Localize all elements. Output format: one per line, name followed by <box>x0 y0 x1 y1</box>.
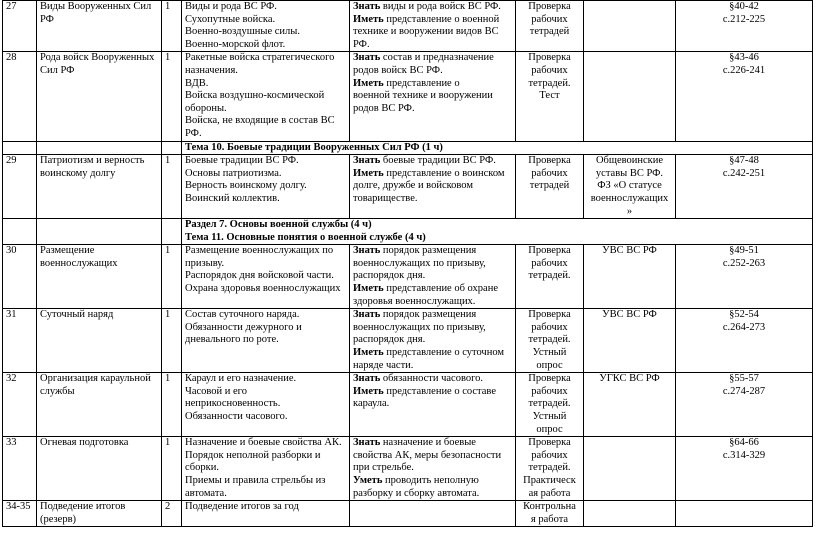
control-form-line: тетрадей. <box>528 77 571 89</box>
requirement-text: представление о суточном <box>383 347 505 359</box>
requirement-text: разборку и сборку автомата. <box>353 487 480 499</box>
textbook-pages-line: с.252-263 <box>722 257 766 269</box>
hours-cell <box>162 245 182 309</box>
textbook-pages-line: §49-51 <box>729 245 759 257</box>
requirement-keyword: Знать <box>353 1 381 12</box>
section-heading: Раздел 7. Основы военной службы (4 ч) <box>185 219 372 231</box>
control-form-line: Практическ <box>523 474 576 486</box>
control-form <box>516 501 584 527</box>
lesson-content-line: автомата. <box>185 487 227 499</box>
normative-docs <box>584 309 676 373</box>
control-form-line: тетрадей. <box>528 398 571 410</box>
control-form <box>516 155 584 219</box>
textbook-pages-line: §43-46 <box>729 52 759 64</box>
lesson-number-cell <box>3 309 37 373</box>
lesson-content-line: Ракетные войска стратегического <box>185 52 335 64</box>
normative-docs <box>584 373 676 437</box>
textbook-pages-line: с.212-225 <box>722 13 766 25</box>
textbook-pages-line: §47-48 <box>729 155 759 167</box>
lesson-content <box>182 245 350 309</box>
lesson-content <box>182 373 350 437</box>
requirement-line <box>353 437 512 450</box>
lesson-plan-table <box>2 0 813 527</box>
lesson-content-line: сборки. <box>185 462 219 474</box>
lesson-number: 28 <box>6 52 17 64</box>
control-form-line: Устный <box>532 411 567 422</box>
lesson-content-line: неприкосновенность. <box>185 398 281 410</box>
lesson-content-line: Сухопутные войска. <box>185 13 276 25</box>
requirement-line <box>353 26 512 39</box>
requirement-text: боевые традиции ВС РФ. <box>380 155 496 167</box>
textbook-pages-line: с.226-241 <box>722 64 766 76</box>
section-blank-cell <box>3 141 37 155</box>
textbook-pages-line: §40-42 <box>729 1 759 12</box>
hours-cell <box>162 437 182 501</box>
lesson-content-line: Войска воздушно-космической <box>185 90 325 102</box>
section-blank-cell <box>37 219 162 245</box>
control-form-line: Проверка <box>528 1 571 12</box>
hours-value: 1 <box>165 245 171 257</box>
requirement-line <box>353 180 512 193</box>
textbook-pages <box>676 1 813 52</box>
textbook-pages <box>676 245 813 309</box>
control-form-line: рабочих <box>531 385 568 397</box>
normative-docs-line: УВС ВС РФ <box>602 309 657 321</box>
hours-cell <box>162 1 182 52</box>
requirement-keyword: Знать <box>353 155 381 167</box>
lesson-number-cell <box>3 52 37 141</box>
lesson-content <box>182 52 350 141</box>
lesson-content-line: Караул и его назначение. <box>185 373 297 385</box>
control-form-line: опрос <box>536 423 563 435</box>
normative-docs-line: Общевоинские <box>595 155 664 167</box>
requirement-line <box>353 283 512 296</box>
requirement-text: долге, дружбе и войсковом <box>353 180 474 192</box>
normative-docs <box>584 1 676 52</box>
textbook-pages <box>676 437 813 501</box>
normative-docs <box>584 52 676 141</box>
requirement-line <box>353 103 512 116</box>
requirement-text: представление о воинском <box>383 167 505 179</box>
requirement-line <box>353 347 512 360</box>
lesson-content-line: Охрана здоровья военнослужащих <box>185 283 341 295</box>
requirement-line <box>353 65 512 78</box>
hours-value: 2 <box>165 501 171 513</box>
section-blank-cell <box>3 219 37 245</box>
section-heading: Тема 11. Основные понятия о военной службе (4 ч) <box>185 231 426 243</box>
requirement-line <box>353 334 512 347</box>
lesson-content <box>182 309 350 373</box>
requirement-line <box>353 14 512 27</box>
textbook-pages-line: с.274-287 <box>722 385 766 397</box>
requirement-keyword: Иметь <box>353 347 384 359</box>
requirement-line <box>353 360 512 373</box>
normative-docs-line: УВС ВС РФ <box>602 245 657 257</box>
requirement-text: здоровья военнослужащих. <box>353 295 476 307</box>
control-form-line: опрос <box>536 359 563 371</box>
requirement-line <box>353 296 512 309</box>
hours-value: 1 <box>165 52 171 64</box>
lesson-content-line: дневального по роте. <box>185 334 279 346</box>
section-heading: Тема 10. Боевые традиции Вооруженных Сил РФ (1 ч) <box>185 141 443 153</box>
requirement-line <box>353 193 512 206</box>
lesson-number: 32 <box>6 373 17 385</box>
requirement-text: распорядок дня. <box>353 334 426 346</box>
lesson-number: 27 <box>6 1 17 12</box>
requirement-line <box>353 78 512 91</box>
requirement-line <box>353 475 512 488</box>
lesson-content <box>182 501 350 527</box>
lesson-content-line: призыву. <box>185 257 225 269</box>
textbook-pages-line: с.314-329 <box>722 449 766 461</box>
requirement-text: обязанности часового. <box>380 373 484 385</box>
lesson-number-cell <box>3 155 37 219</box>
requirements-cell <box>350 1 516 52</box>
requirements-cell <box>350 501 516 527</box>
lesson-topic-cell <box>37 155 162 219</box>
control-form-line: рабочих <box>531 449 568 461</box>
control-form-line: тетрадей. <box>528 462 571 474</box>
lesson-content-line: Подведение итогов за год <box>185 501 299 513</box>
lesson-topic: Суточный наряд <box>40 309 114 321</box>
lesson-content-line: Воинский коллектив. <box>185 192 280 204</box>
requirement-text: военнослужащих по призыву, <box>353 321 486 333</box>
control-form-line: Тест <box>539 90 560 102</box>
control-form-line: Проверка <box>528 373 571 385</box>
lesson-content-line: Обязанности дежурного и <box>185 321 302 333</box>
requirement-text: представление о составе <box>383 385 496 397</box>
requirement-line <box>353 90 512 103</box>
requirement-text: военной технике и вооружении <box>353 90 493 102</box>
requirement-keyword: Иметь <box>353 13 384 25</box>
control-form-line: тетрадей. <box>528 334 571 346</box>
requirement-line <box>353 168 512 181</box>
lesson-topic: Рода войск Вооруженных Сил РФ <box>40 52 155 76</box>
requirement-keyword: Иметь <box>353 77 384 89</box>
lesson-topic: Размещение военнослужащих <box>40 245 118 269</box>
lesson-content-line: Распорядок дня войсковой части. <box>185 270 334 282</box>
textbook-pages-line: §64-66 <box>729 437 759 449</box>
hours-cell <box>162 155 182 219</box>
requirement-line <box>353 386 512 399</box>
requirement-text: технике и вооружении видов ВС <box>353 26 499 38</box>
hours-value: 1 <box>165 309 171 321</box>
requirement-text: распорядок дня. <box>353 270 426 282</box>
control-form-line: рабочих <box>531 321 568 333</box>
lesson-content-line: назначения. <box>185 64 238 76</box>
normative-docs-line: уставы ВС РФ. <box>595 167 664 179</box>
requirement-text: наряде части. <box>353 359 414 371</box>
table-row <box>3 437 813 501</box>
table-row <box>3 52 813 141</box>
requirements-cell <box>350 52 516 141</box>
lesson-number-cell <box>3 437 37 501</box>
control-form <box>516 52 584 141</box>
control-form-line: рабочих <box>531 13 568 25</box>
control-form-line: Проверка <box>528 437 571 449</box>
requirement-text: представление о военной <box>383 13 500 25</box>
lesson-content-line: обороны. <box>185 102 227 114</box>
control-form-line: ая работа <box>528 487 571 499</box>
textbook-pages <box>676 52 813 141</box>
lesson-content-line: Верность воинскому долгу. <box>185 180 307 192</box>
section-title-cell <box>182 219 813 245</box>
lesson-content-line: Назначение и боевые свойства АК. <box>185 437 342 449</box>
lesson-content-line: Часовой и его <box>185 385 247 397</box>
normative-docs-line: УГКС ВС РФ <box>599 373 660 385</box>
lesson-number: 29 <box>6 155 17 167</box>
requirement-line <box>353 39 512 52</box>
requirement-line <box>353 373 512 386</box>
lesson-number: 33 <box>6 437 17 449</box>
hours-value: 1 <box>165 155 171 167</box>
requirement-keyword: Знать <box>353 245 381 257</box>
requirement-text: при стрельбе. <box>353 462 414 474</box>
lesson-content-line: Боевые традиции ВС РФ. <box>185 155 299 167</box>
textbook-pages <box>676 373 813 437</box>
lesson-content <box>182 437 350 501</box>
section-title-cell <box>182 141 813 155</box>
lesson-topic: Огневая подготовка <box>40 437 129 449</box>
control-form-line: Проверка <box>528 52 571 64</box>
table-row <box>3 245 813 309</box>
lesson-content-line: Обязанности часового. <box>185 411 288 422</box>
lesson-content-line: ВДВ. <box>185 77 209 89</box>
control-form <box>516 309 584 373</box>
textbook-pages-line: §52-54 <box>729 309 759 321</box>
lesson-topic: Виды Вооруженных Сил РФ <box>40 1 152 25</box>
control-form-line: тетрадей <box>529 26 570 38</box>
table-row <box>3 309 813 373</box>
requirement-keyword: Знать <box>353 373 381 385</box>
control-form <box>516 373 584 437</box>
textbook-pages-line: с.242-251 <box>722 167 766 179</box>
hours-value: 1 <box>165 1 171 12</box>
control-form-line: тетрадей. <box>528 270 571 282</box>
lesson-topic-cell <box>37 1 162 52</box>
control-form <box>516 245 584 309</box>
requirement-text: состав и предназначение <box>380 52 494 64</box>
control-form-line: Проверка <box>528 309 571 321</box>
requirement-line <box>353 309 512 322</box>
lesson-content <box>182 1 350 52</box>
normative-docs-line: » <box>626 205 633 217</box>
control-form-line: Контрольна <box>523 501 576 513</box>
lesson-content-line: Войска, не входящие в состав ВС <box>185 115 335 127</box>
requirement-text: РФ. <box>353 38 370 50</box>
requirement-line <box>353 245 512 258</box>
requirement-keyword: Знать <box>353 437 381 449</box>
requirement-text: товариществе. <box>353 192 418 204</box>
hours-cell <box>162 52 182 141</box>
lesson-topic-cell <box>37 309 162 373</box>
textbook-pages <box>676 501 813 527</box>
requirement-keyword: Знать <box>353 309 381 321</box>
lesson-number: 31 <box>6 309 17 321</box>
lesson-topic: Подведение итогов (резерв) <box>40 501 126 525</box>
requirement-line <box>353 52 512 65</box>
requirement-line <box>353 270 512 283</box>
section-blank-cell <box>37 141 162 155</box>
requirement-keyword: Знать <box>353 52 381 64</box>
requirement-keyword: Иметь <box>353 283 384 295</box>
requirement-text: военнослужащих по призыву, <box>353 257 486 269</box>
requirement-keyword: Иметь <box>353 385 384 397</box>
requirement-text: свойства АК, меры безопасности <box>353 449 502 461</box>
hours-cell <box>162 309 182 373</box>
table-row <box>3 155 813 219</box>
requirements-cell <box>350 373 516 437</box>
requirements-cell <box>350 245 516 309</box>
control-form-line: я работа <box>530 513 569 525</box>
normative-docs <box>584 155 676 219</box>
lesson-topic-cell <box>37 245 162 309</box>
normative-docs-line: ФЗ «О статусе <box>597 180 662 192</box>
lesson-content-line: РФ. <box>185 127 202 139</box>
control-form-line: Проверка <box>528 155 571 167</box>
lesson-content-line: Состав суточного наряда. <box>185 309 300 321</box>
lesson-topic-cell <box>37 501 162 527</box>
lesson-content-line: Размещение военнослужащих по <box>185 245 334 257</box>
requirements-cell <box>350 155 516 219</box>
lesson-content-line: Приемы и правила стрельбы из <box>185 474 326 486</box>
requirement-keyword: Уметь <box>353 474 383 486</box>
normative-docs <box>584 245 676 309</box>
textbook-pages <box>676 155 813 219</box>
lesson-content-line: Основы патриотизма. <box>185 167 282 179</box>
control-form-line: рабочих <box>531 257 568 269</box>
control-form-line: тетрадей <box>529 180 570 192</box>
control-form-line: Проверка <box>528 245 571 257</box>
requirement-line <box>353 322 512 335</box>
lesson-number: 30 <box>6 245 17 257</box>
requirement-text: проводить неполную <box>382 474 479 486</box>
table-row <box>3 1 813 52</box>
control-form <box>516 437 584 501</box>
requirement-line <box>353 258 512 271</box>
section-blank-cell <box>162 141 182 155</box>
lesson-content-line: Военно-морской флот. <box>185 38 286 50</box>
lesson-number-cell <box>3 1 37 52</box>
control-form-line: рабочих <box>531 64 568 76</box>
section-row <box>3 219 813 245</box>
table-row <box>3 501 813 527</box>
requirement-text: родов ВС РФ. <box>353 102 415 114</box>
textbook-pages-line: с.264-273 <box>722 321 766 333</box>
requirement-line <box>353 462 512 475</box>
requirement-text: порядок размещения <box>380 245 477 257</box>
normative-docs <box>584 437 676 501</box>
table-row <box>3 373 813 437</box>
requirement-text: порядок размещения <box>380 309 477 321</box>
lesson-topic: Организация караульной службы <box>40 373 151 397</box>
requirements-cell <box>350 437 516 501</box>
lesson-content-line: Военно-воздушные силы. <box>185 26 300 38</box>
requirement-line <box>353 1 512 14</box>
requirement-keyword: Иметь <box>353 167 384 179</box>
hours-value: 1 <box>165 373 171 385</box>
requirement-line <box>353 398 512 411</box>
requirement-line <box>353 488 512 501</box>
requirement-text: караула. <box>353 398 390 410</box>
lesson-topic-cell <box>37 373 162 437</box>
lesson-topic-cell <box>37 52 162 141</box>
requirement-text: представление о <box>383 77 460 89</box>
lesson-content <box>182 155 350 219</box>
control-form-line: рабочих <box>531 167 568 179</box>
textbook-pages <box>676 309 813 373</box>
normative-docs-line: военнослужащих <box>590 192 669 204</box>
lesson-number: 34-35 <box>6 501 31 513</box>
lesson-number-cell <box>3 373 37 437</box>
lesson-topic-cell <box>37 437 162 501</box>
hours-cell <box>162 501 182 527</box>
requirement-text: представление об охране <box>383 283 498 295</box>
control-form <box>516 1 584 52</box>
textbook-pages-line: §55-57 <box>729 373 759 385</box>
requirement-line <box>353 155 512 168</box>
control-form-line: Устный <box>532 347 567 359</box>
requirement-text: виды и рода войск ВС РФ. <box>380 1 501 12</box>
lesson-content-line: Виды и рода ВС РФ. <box>185 1 277 12</box>
hours-cell <box>162 373 182 437</box>
section-blank-cell <box>162 219 182 245</box>
lesson-content-line: Порядок неполной разборки и <box>185 449 321 461</box>
hours-value: 1 <box>165 437 171 449</box>
requirement-text: назначение и боевые <box>380 437 476 449</box>
normative-docs <box>584 501 676 527</box>
lesson-number-cell <box>3 245 37 309</box>
lesson-number-cell <box>3 501 37 527</box>
requirements-cell <box>350 309 516 373</box>
section-row <box>3 141 813 155</box>
requirement-text: родов войск ВС РФ. <box>353 64 443 76</box>
requirement-line <box>353 450 512 463</box>
lesson-topic: Патриотизм и верность воинскому долгу <box>40 155 145 179</box>
